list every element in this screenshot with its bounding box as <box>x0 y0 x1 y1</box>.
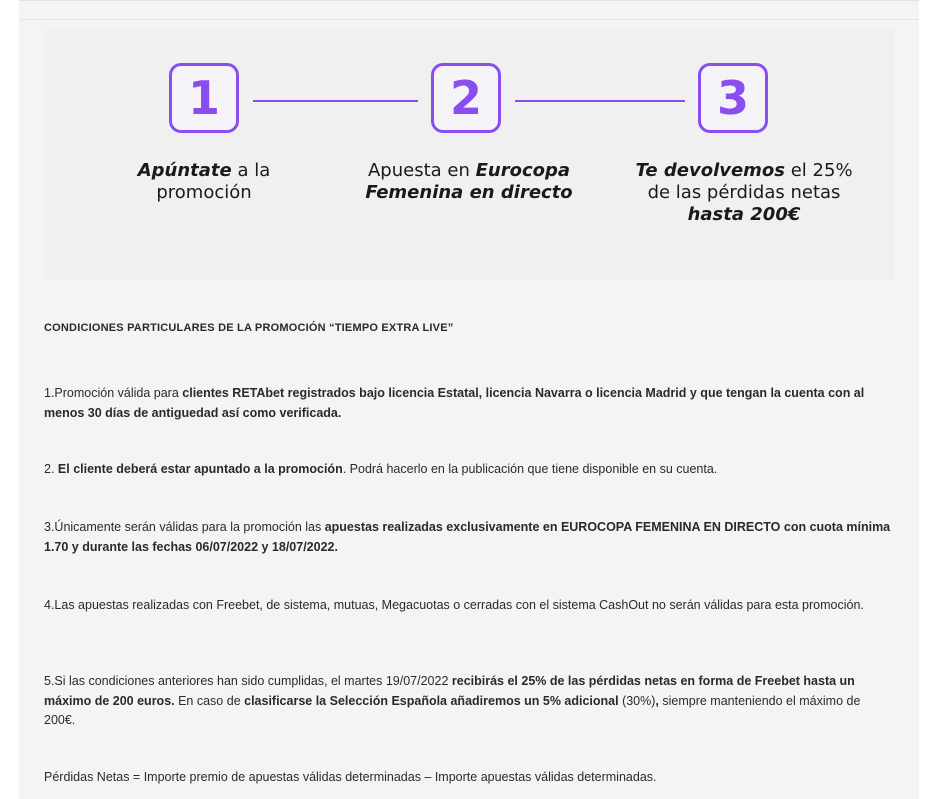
net-losses-definition <box>44 768 657 788</box>
net-losses-text: Pérdidas Netas = Importe premio de apuestas válidas determinadas – Importe apuestas válidas determinadas. <box>44 770 657 784</box>
condition-5-text: 5.Si las condiciones anteriores han sido cumplidas, el martes 19/07/2022 <box>44 674 452 688</box>
top-divider <box>19 19 919 20</box>
step-3-text <box>619 160 869 226</box>
step-1-rest: a la <box>231 160 271 181</box>
conditions-section <box>44 319 894 784</box>
condition-2-rest: . Podrá hacerlo en la publicación que tiene disponible en su cuenta. <box>342 462 718 476</box>
condition-4 <box>44 596 864 616</box>
step-3-bold: Te devolvemos <box>635 160 786 181</box>
condition-1-text: 1.Promoción válida para <box>44 386 183 400</box>
step-2-text <box>344 160 594 204</box>
step-1-text <box>104 160 304 204</box>
condition-1-bold: clientes RETAbet registrados bajo licencia Estatal, licencia Navarra o licencia Madrid y que tengan la cuenta con al menos 30 días de antiguedad así como verificada. <box>44 386 865 420</box>
condition-4-text: 4.Las apuestas realizadas con Freebet, de sistema, mutuas, Megacuotas o cerradas con el sistema CashOut no serán válidas para esta promoción. <box>44 598 864 612</box>
condition-2 <box>44 460 717 480</box>
promo-page <box>19 0 919 799</box>
condition-2-bold: El cliente deberá estar apuntado a la promoción <box>57 462 343 476</box>
step-1-number: 1 <box>169 63 239 133</box>
step-3-rest: el 25% <box>785 160 853 181</box>
step-2-lead: Apuesta en <box>367 160 476 181</box>
condition-2-text: 2. <box>44 462 58 476</box>
step-3-line2: de las pérdidas netas <box>647 182 841 203</box>
step-1-line2: promoción <box>156 182 252 203</box>
condition-1 <box>44 384 894 423</box>
condition-3-bold: apuestas realizadas exclusivamente en EUROCOPA FEMENINA EN DIRECTO con cuota mínima 1.70 y durante las fechas 06/07/2022 y 18/07/2022. <box>44 520 891 554</box>
condition-5-comma: , <box>655 693 659 708</box>
condition-3-text: 3.Únicamente serán válidas para la promoción las <box>44 520 325 534</box>
step-3-line3: hasta 200€ <box>687 204 801 225</box>
condition-5 <box>44 672 894 731</box>
step-2-bold: Eurocopa <box>475 160 571 181</box>
condition-3 <box>44 518 894 557</box>
step-2-line2: Femenina en directo <box>365 182 573 203</box>
condition-5-bold: recibirás el 25% de las pérdidas netas en forma de Freebet hasta un máximo de 200 euros. <box>44 674 855 708</box>
step-3-number: 3 <box>698 63 768 133</box>
condition-5-text-4: siempre manteniendo el máximo de 200€. <box>44 693 861 727</box>
condition-5-bold-2: clasificarse la Selección Española añadiremos un 5% adicional <box>244 693 619 708</box>
step-2-number: 2 <box>431 63 501 133</box>
conditions-title: CONDICIONES PARTICULARES DE LA PROMOCIÓN “TIEMPO EXTRA LIVE” <box>44 322 454 334</box>
steps-banner <box>44 30 894 280</box>
step-connector-2 <box>515 100 685 102</box>
condition-5-text-2: En caso de <box>174 693 245 708</box>
step-connector-1 <box>253 100 418 102</box>
condition-5-text-3: (30%) <box>618 693 656 708</box>
step-1-bold: Apúntate <box>137 160 232 181</box>
